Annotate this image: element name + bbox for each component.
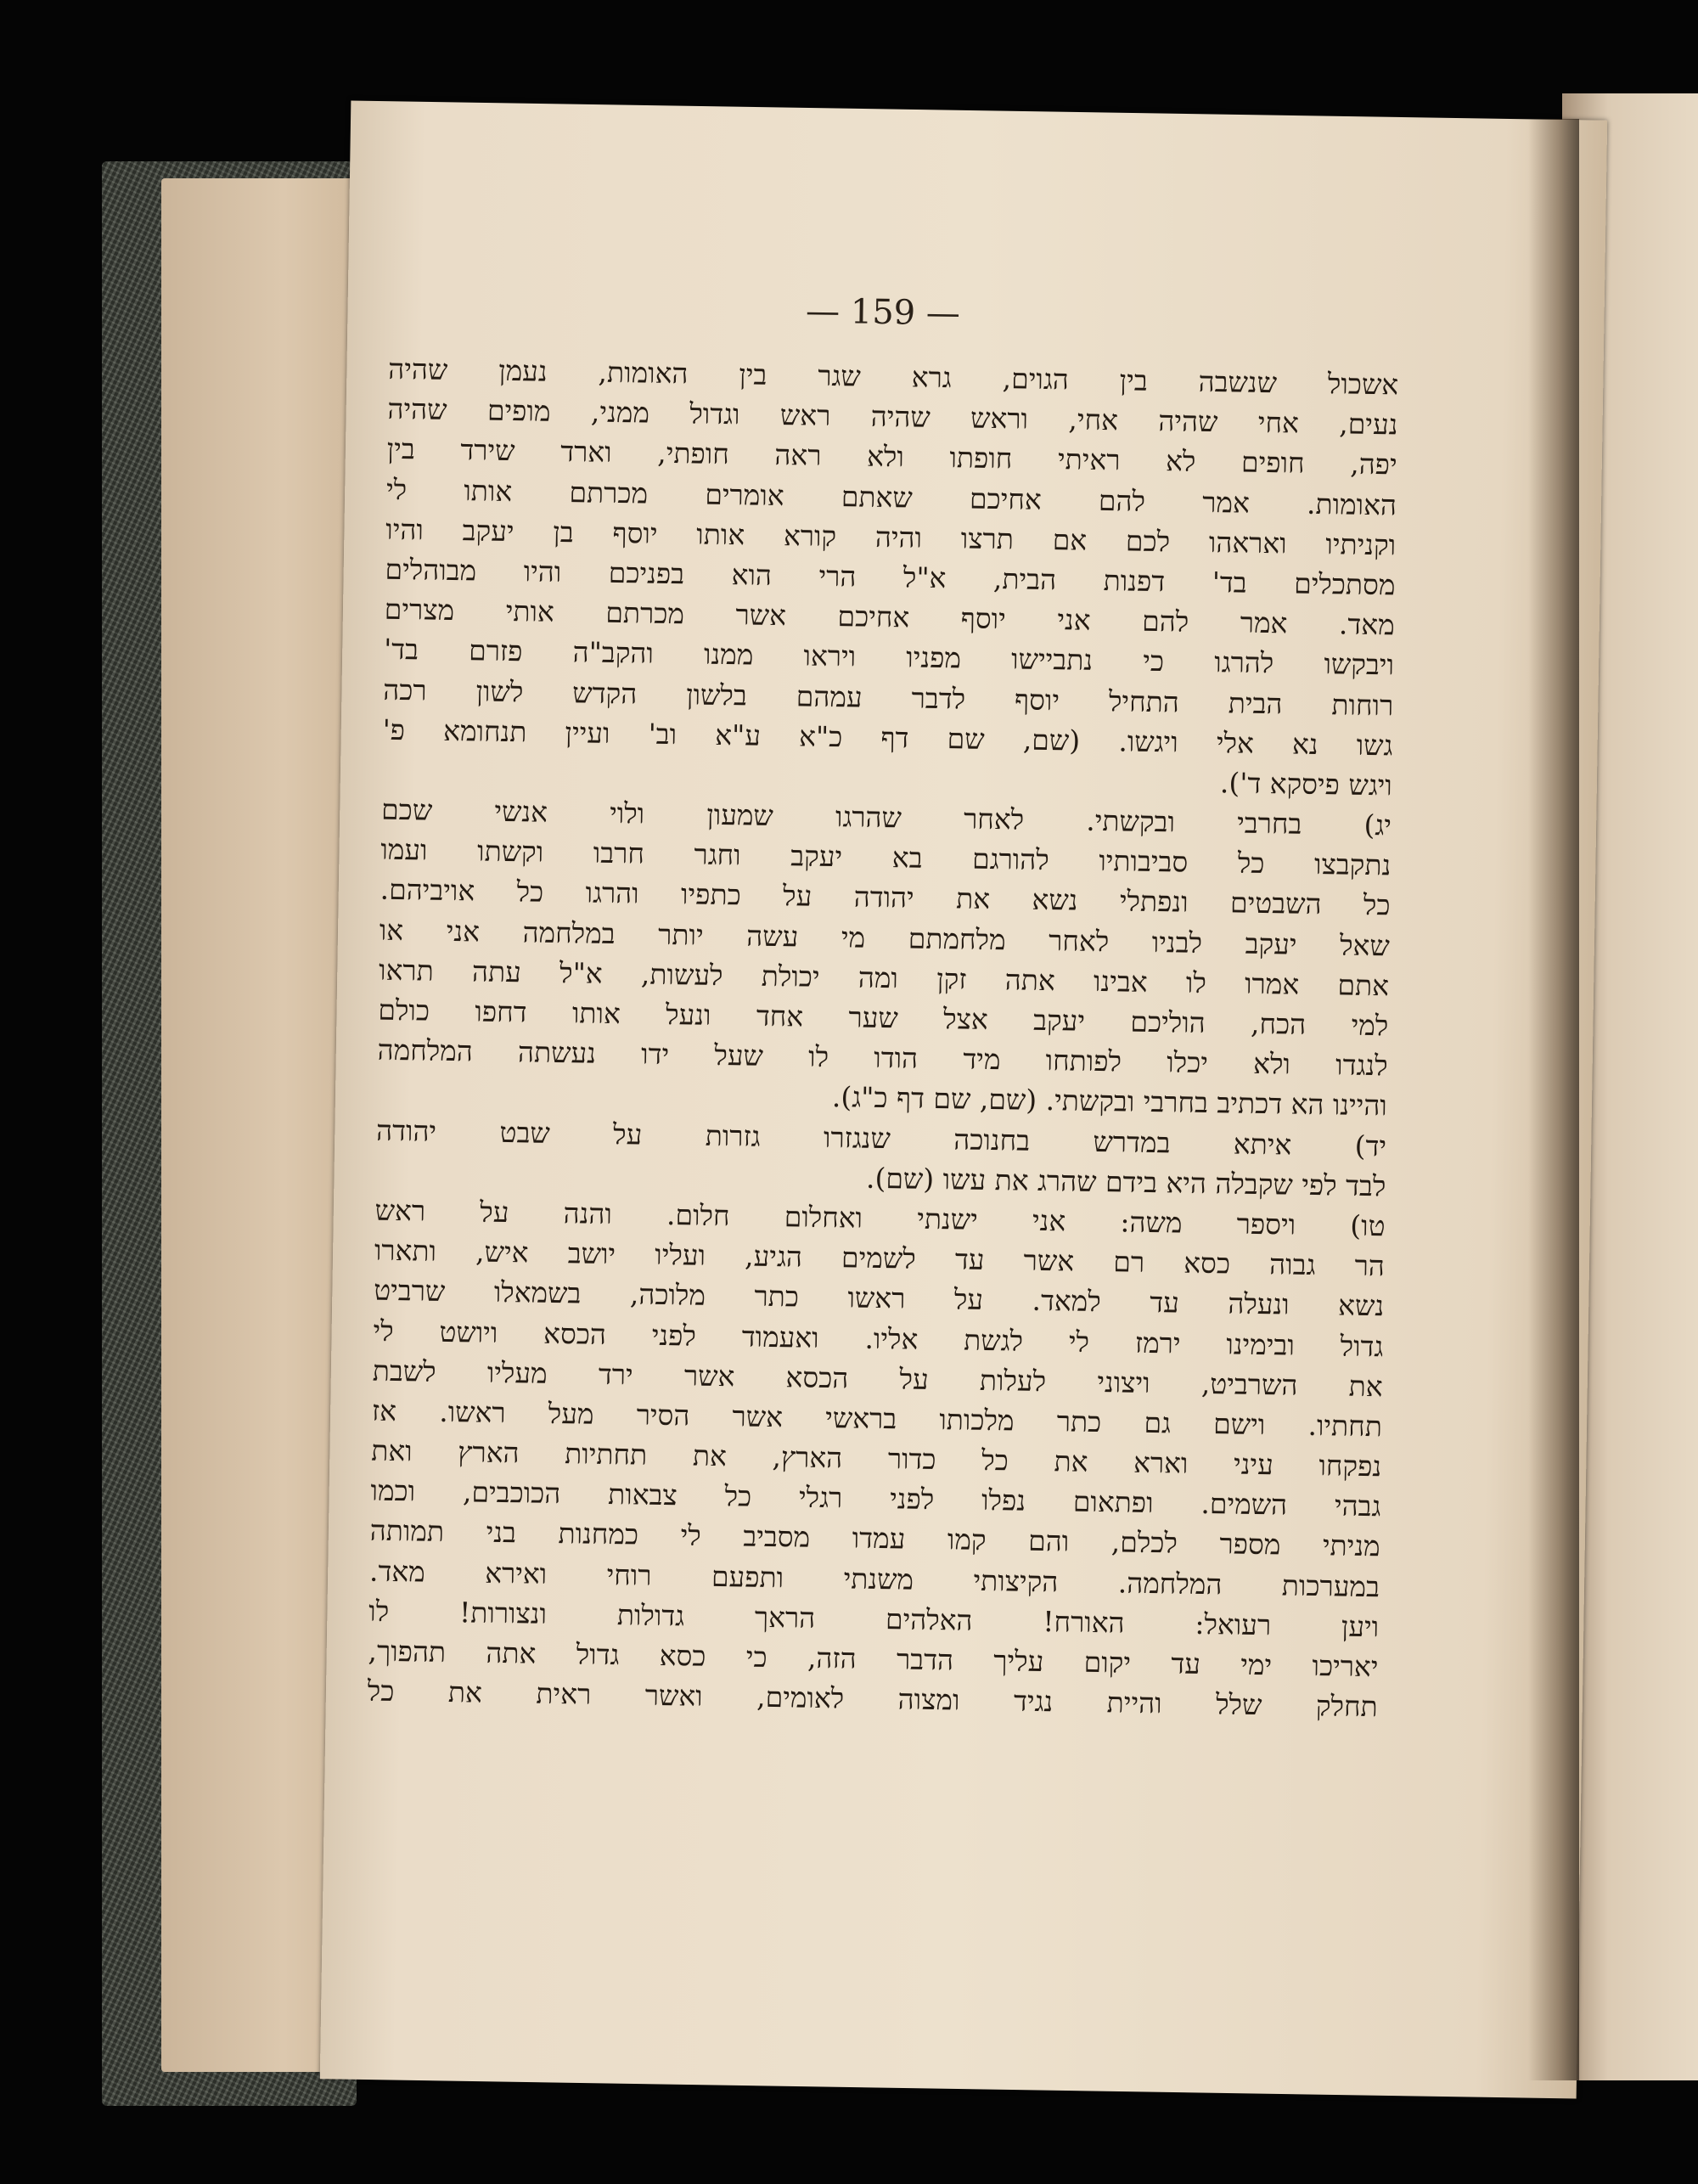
text-line: רוחות הבית התחיל יוסף לדבר עמהם בלשון הקדש לשון רכה bbox=[383, 673, 1394, 722]
text-line: מסתכלים בד' דפנות הבית, א"ל הרי הוא בפניכם והיו מבוהלים bbox=[385, 552, 1396, 602]
text-line: מאד. אמר להם אני יוסף אחיכם אשר מכרתם אותי מצרים bbox=[384, 592, 1396, 642]
text-line: מניתי מספר לכלם, והם קמו עמדו מסביב לי כמחנות בני תמותה bbox=[369, 1514, 1380, 1563]
text-line: יפה, חופים לא ראיתי חופתו ולא ראה חופתי, וארד שירד בין bbox=[386, 432, 1397, 481]
text-line: ויגש פיסקא ד'). bbox=[1219, 766, 1393, 802]
page-number: — 159 — bbox=[805, 291, 961, 334]
text-line: יד) איתא במדרש בחנוכה שנגזרו גזרות על שבט יהודה bbox=[375, 1113, 1387, 1162]
text-line: טו) ויספר משה: אני ישנתי ואחלום חלום. והנה על ראש bbox=[374, 1193, 1386, 1243]
page-text bbox=[367, 349, 1398, 1727]
text-line: נפקחו עיני וארא את כל כדור הארץ, את תחתיות הארץ ואת bbox=[370, 1433, 1382, 1483]
text-line: יג) בחרבי ובקשתי. לאחר שהרגו שמעון ולוי אנשי שכם bbox=[380, 792, 1392, 842]
text-line: אשכול שנשבה בין הגוים, גרא שגר בין האומות, נעמן שהיה bbox=[387, 352, 1399, 402]
text-line: ויען רעואל: האורח! האלהים הראך גדולות ונצורות! לו bbox=[368, 1594, 1380, 1644]
text-line: האומות. אמר להם אחיכם שאתם אומרים מכרתם אותו לי bbox=[385, 472, 1397, 521]
text-line: נתקבצו כל סביבותיו להורגם בא יעקב וחגר חרבו וקשתו ועמו bbox=[380, 832, 1392, 882]
text-line: כל השבטים ונפתלי נשא את יהודה על כתפיו והרגו כל אויביהם. bbox=[380, 873, 1391, 922]
text-line: גבהי השמים. ופתאום נפלו לפני רגלי כל צבאות הכוכבים, וכמו bbox=[370, 1473, 1381, 1523]
text-line: נשא ונעלה עד למאד. על ראשו כתר מלוכה, בשמאלו שרביט bbox=[373, 1273, 1385, 1323]
text-line: במערכות המלחמה. הקיצותי משנתי ותפעם רוחי ואירא מאד. bbox=[368, 1554, 1380, 1603]
text-line: גדול ובימינו ירמז לי לגשת אליו. ואעמוד לפני הכסא ויושט לי bbox=[373, 1314, 1384, 1363]
text-line: תחתיו. וישם גם כתר מלכותו בראשי אשר הסיר מעל ראשו. אז bbox=[371, 1393, 1383, 1444]
text-line: גשו נא אלי ויגשו. (שם, שם דף כ"א ע"א וב' ועיין תנחומא פ' bbox=[382, 712, 1393, 763]
text-line: ויבקשו להרגו כי נתביישו מפניו ויראו ממנו והקב"ה פזרם בד' bbox=[383, 633, 1395, 682]
page-content bbox=[367, 0, 1399, 2184]
text-line: יאריכו ימי עד יקום עליך הדבר הזה, כי כסא גדול אתה תהפוך, bbox=[368, 1634, 1379, 1684]
text-line: למי הכח, הוליכם יעקב אצל שער אחד ונעל אותו דחפו כולם bbox=[378, 993, 1389, 1043]
book-gutter bbox=[1528, 119, 1579, 2080]
text-line: שאל יעקב לבניו לאחר מלחמתם מי עשה יותר במלחמה אני או bbox=[379, 913, 1391, 962]
text-line: אתם אמרו לו אבינו אתה זקן ומה יכולת לעשות, א"ל עתה תראו bbox=[378, 953, 1390, 1003]
text-line: לבד לפי שקבלה היא בידם שהרג את עשו (שם). bbox=[865, 1161, 1386, 1203]
text-line: נעים, אחי שהיה אחי, וראש שהיה ראש וגדול ממני, מופים שהיה bbox=[387, 391, 1398, 442]
text-line: והיינו הא דכתיב בחרבי ובקשתי. (שם, שם דף כ"ג). bbox=[831, 1080, 1388, 1123]
text-line: את השרביט, ויצוני לעלות על הכסא אשר ירד מעליו לשבת bbox=[372, 1354, 1383, 1403]
text-line: וקניתיו ואראהו לכם אם תרצו והיה קורא אותו יוסף בן יעקב והיו bbox=[385, 512, 1397, 562]
text-line: הר גבוה כסא רם אשר עד לשמים הגיע, ועליו יושב איש, ותארו bbox=[374, 1233, 1386, 1283]
text-line: תחלק שלל והיית נגיד ומצוה לאומים, ואשר ראית את כל bbox=[367, 1674, 1379, 1724]
text-line: לנגדו ולא יכלו לפותחו מיד הודו לו שעל ידו נעשתה המלחמה bbox=[377, 1033, 1388, 1083]
